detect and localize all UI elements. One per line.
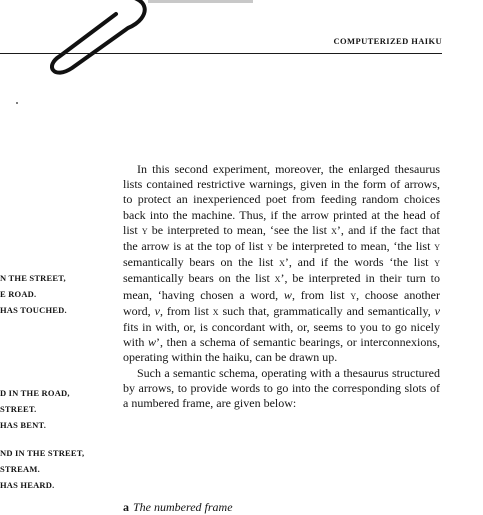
margin-fragment: D IN THE ROAD, — [0, 388, 70, 398]
page-top-rule — [148, 0, 253, 3]
margin-fragment: HAS TOUCHED. — [0, 305, 67, 315]
subheading-title: The numbered frame — [133, 500, 233, 514]
paragraph-1: In this second experiment, moreover, the enlarged thesaurus lists contained restrictive warnings, given in the form of arrows, to protect an inexperienced poet from feeding random choices back into the machine. Thus, if the arrow printed at the head of list y be interpreted to mean, ‘see the list x’, and if the fact that the arrow is at the top of list y be interpreted to mean, ‘the list y semantically bears on the list x’, and if the words ‘the list y semantically bears on the list x’, be interpreted in their turn to mean, ‘having chosen a word, w, from list y, choose another word, v, from list x such that, grammatically and semantically, v fits in with, or, is concordant with, or, seems to you to go nicely with w’, then a schema of semantic bearings, or interconnexions, operating within the haiku, can be drawn up. — [123, 162, 441, 365]
margin-fragment: N THE STREET, — [0, 273, 66, 283]
margin-fragment: STREET. — [0, 404, 37, 414]
margin-fragment: HAS HEARD. — [0, 480, 55, 490]
paragraph-2: Such a semantic schema, operating with a thesaurus structured by arrows, to provide words to go into the corresponding slots of a numbered frame, are given below: — [123, 365, 440, 411]
margin-fragment: HAS BENT. — [0, 420, 47, 430]
header-rule — [0, 53, 442, 54]
running-head: COMPUTERIZED HAIKU — [333, 36, 442, 46]
margin-fragment: ND IN THE STREET, — [0, 448, 85, 458]
subheading-letter: a — [123, 500, 129, 514]
paperclip-image — [50, 0, 160, 82]
margin-speck — [16, 102, 18, 104]
subheading — [123, 500, 233, 515]
body-text — [123, 162, 440, 411]
margin-fragment: E ROAD. — [0, 289, 37, 299]
margin-fragment: STREAM. — [0, 464, 40, 474]
